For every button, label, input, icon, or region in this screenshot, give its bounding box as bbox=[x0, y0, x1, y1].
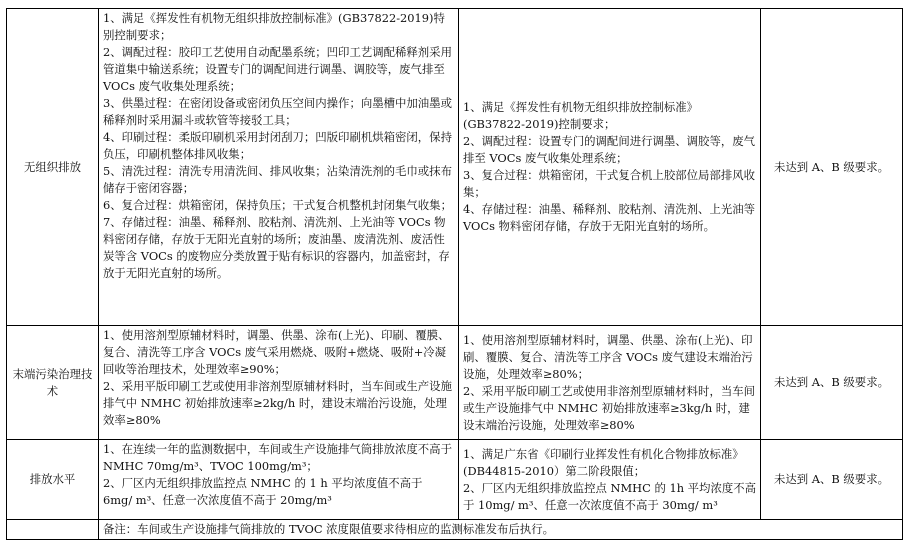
requirement-item: 3、供墨过程：在密闭设备或密闭负压空间内操作；向墨槽中加油墨或稀释剂时采用漏斗或软管等接驳工具； bbox=[103, 96, 452, 127]
requirement-item: 1、满足《挥发性有机物无组织排放控制标准》(GB37822-2019)控制要求； bbox=[463, 100, 699, 131]
requirement-item: 2、调配过程：设置专门的调配间进行调墨、调胶等，废气排至 VOCs 废气收集处理系统； bbox=[463, 134, 756, 165]
emission-requirements-table bbox=[6, 8, 903, 540]
table-note: 备注：车间或生产设施排气筒排放的 TVOC 浓度限值要求待相应的监测标准发布后执行。 bbox=[99, 520, 903, 540]
requirement-item: 1、使用溶剂型原辅材料时，调墨、供墨、涂布(上光)、印刷、覆膜、复合、清洗等工序含 VOCs 废气采用燃烧、吸附+燃烧、吸附+冷凝回收等治理技术，处理效率≥90%； bbox=[103, 328, 450, 376]
row-note bbox=[7, 520, 903, 540]
requirement-item: 4、印刷过程：柔版印刷机采用封闭刮刀；凹版印刷机烘箱密闭，保持负压，印刷机整体排风收集； bbox=[103, 130, 452, 161]
requirement-item: 1、满足广东省《印刷行业挥发性有机化合物排放标准》(DB44815-2010）第二阶段限值； bbox=[463, 446, 744, 478]
level-b-requirements bbox=[459, 326, 761, 440]
level-a-requirements bbox=[99, 440, 459, 520]
requirement-item: 4、存储过程：油墨、稀释剂、胶粘剂、清洗剂、上光油等 VOCs 物料密闭存储，存放于无阳光直射的场所。 bbox=[463, 202, 756, 233]
requirement-item: 5、清洗过程：清洗专用清洗间、排风收集；沾染清洗剂的毛巾或抹布储存于密闭容器； bbox=[103, 164, 452, 195]
requirement-item: 1、满足《挥发性有机物无组织排放控制标准》(GB37822-2019)特别控制要求； bbox=[103, 11, 445, 42]
row-label: 无组织排放 bbox=[7, 9, 99, 326]
requirement-item: 2、厂区内无组织排放监控点 NMHC 的 1h 平均浓度不高于 10mg/ m³、任意一次浓度值不高于 30mg/ m³ bbox=[463, 480, 757, 512]
row-emission-level bbox=[7, 440, 903, 520]
assessment-result: 未达到 A、B 级要求。 bbox=[761, 9, 903, 326]
requirement-item: 1、使用溶剂型原辅材料时，调墨、供墨、涂布(上光)、印刷、覆膜、复合、清洗等工序含 VOCs 废气建设末端治污设施，处理效率≥80%； bbox=[463, 332, 753, 381]
row-fugitive-emission bbox=[7, 9, 903, 326]
requirement-item: 3、复合过程：烘箱密闭，干式复合机上胶部位局部排风收集； bbox=[463, 168, 756, 199]
level-a-requirements bbox=[99, 326, 459, 440]
assessment-result: 未达到 A、B 级要求。 bbox=[761, 326, 903, 440]
assessment-result: 未达到 A、B 级要求。 bbox=[761, 440, 903, 520]
requirement-item: 1、在连续一年的监测数据中，车间或生产设施排气筒排放浓度不高于 NMHC 70mg/m³、TVOC 100mg/m³； bbox=[103, 442, 452, 473]
level-a-requirements bbox=[99, 9, 459, 326]
requirement-item: 6、复合过程：烘箱密闭，保持负压；干式复合机整机封闭集气收集； bbox=[103, 198, 452, 212]
requirement-item: 2、调配过程：胶印工艺使用自动配墨系统；凹印工艺调配稀释剂采用管道集中输送系统；设置专门的调配间进行调墨、调胶等，废气排至 VOCs 废气收集处理系统； bbox=[103, 45, 452, 93]
requirement-item: 2、采用平版印刷工艺或使用非溶剂型原辅材料时，当车间或生产设施排气中 NMHC 初始排放速率≥3kg/h 时，建设末端治污设施，处理效率≥80% bbox=[463, 383, 756, 432]
row-end-treatment bbox=[7, 326, 903, 440]
level-b-requirements bbox=[459, 440, 761, 520]
requirement-item: 7、存储过程：油墨、稀释剂、胶粘剂、清洗剂、上光油等 VOCs 物料密闭存储，存放于无阳光直射的场所；废油墨、废清洗剂、废活性炭等含 VOCs 的废物应分类放置于贴有标识的容器内，加盖密封，存放于无阳光直射的场所。 bbox=[103, 215, 450, 280]
row-label: 排放水平 bbox=[7, 440, 99, 520]
requirement-item: 2、厂区内无组织排放监控点 NMHC 的 1 h 平均浓度值不高于 6mg/ m³、任意一次浓度值不高于 20mg/m³ bbox=[103, 476, 423, 507]
level-b-requirements bbox=[459, 9, 761, 326]
requirement-item: 2、采用平版印刷工艺或使用非溶剂型原辅材料时，当车间或生产设施排气中 NMHC 初始排放速率≥2kg/h 时，建设末端治污设施，处理效率≥80% bbox=[103, 379, 452, 427]
row-label: 末端污染治理技术 bbox=[7, 326, 99, 440]
